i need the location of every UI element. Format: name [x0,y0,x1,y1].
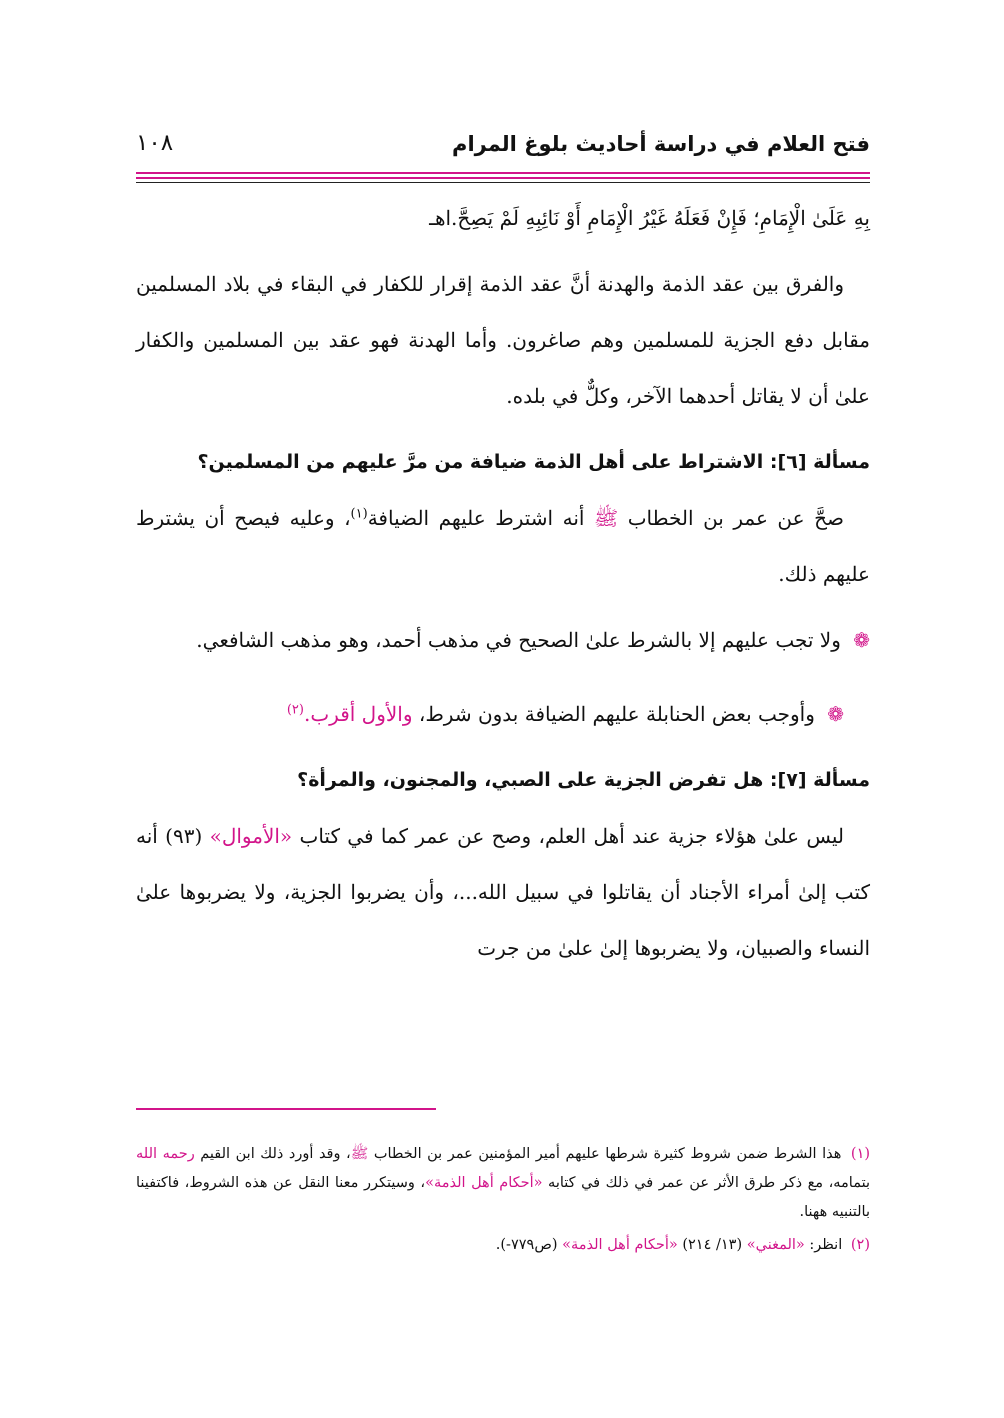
book-title: «أحكام أهل الذمة» [425,1175,543,1191]
footnote-2 [136,1231,870,1260]
book-page [136,0,870,1418]
footnote-1 [136,1140,870,1227]
text-run: صحَّ عن عمر بن الخطاب [627,506,844,530]
paragraph: بِهِ عَلَىٰ الْإِمَامِ؛ فَإِنْ فَعَلَهُ غَيْرُ الْإِمَامِ أَوْ نَائِبِهِ لَمْ يَصِحَّ.اهـ [429,206,870,230]
main-text [136,190,870,976]
flower-bullet-icon: ❁ [827,702,844,726]
text-run: ولا تجب عليهم إلا بالشرط علىٰ الصحيح في مذهب أحمد، وهو مذهب الشافعي. [196,628,841,652]
bullet-paragraph [136,612,870,668]
book-title: «الأموال» [209,824,293,848]
text-run: ، وسيتكرر معنا النقل عن هذه الشروط، فاكتفينا بالتنبيه ههنا. [136,1175,870,1220]
issue-label: مسألة [٦]: [769,451,870,473]
issue-7-heading [136,760,870,800]
text-run: ، وقد أورد ذلك ابن القيم [200,1146,351,1162]
paragraph [136,808,870,976]
highlighted-text: والأول أقرب. [303,702,413,726]
text-run: ليس علىٰ هؤلاء جزية عند أهل العلم، وصح عن عمر كما في كتاب [299,824,845,848]
paragraph: والفرق بين عقد الذمة والهدنة أنَّ عقد الذمة إقرار للكفار في البقاء في بلاد المسلمين مقابل دفع الجزية للمسلمين وهم صاغرون. وأما الهدنة فهو عقد بين المسلمين والكفار علىٰ أن لا يقاتل أحدهما الآخر، وكلٌّ في بلده. [136,272,870,408]
footnotes [136,1140,870,1264]
header-rule [136,172,870,174]
paragraph [136,490,870,602]
issue-6-heading [136,442,870,482]
running-header [136,128,870,172]
book-title: «أحكام أهل الذمة» [562,1237,678,1253]
text-run: ، وعليه فيصح أن يشترط عليهم ذلك. [136,506,870,586]
flower-bullet-icon: ❁ [853,628,870,652]
text-run: (ص٧٧٩-). [495,1237,558,1253]
honorific-glyph: رحمه الله [136,1146,195,1162]
footnote-number: (١) [850,1146,871,1162]
text-run: أنه اشترط عليهم الضيافة [367,506,585,530]
text-run: (١٣/ ٢١٤) [682,1237,743,1253]
bullet-paragraph [136,686,870,742]
issue-title: هل تفرض الجزية على الصبي، والمجنون، والمرأة؟ [297,769,764,791]
footnote-number: (٢) [850,1237,870,1253]
footnote-ref[interactable]: (١) [350,506,368,522]
header-rule [136,182,870,183]
footnote-separator [136,1108,436,1110]
honorific-glyph: ﷺ [350,1146,369,1162]
issue-title: الاشتراط على أهل الذمة ضيافة من مرَّ عليهم من المسلمين؟ [197,451,764,473]
text-run: وأوجب بعض الحنابلة عليهم الضيافة بدون شرط، [418,702,815,726]
text-run: (٩٣) أنه كتب إلىٰ أمراء الأجناد أن يقاتلوا في سبيل الله...، وأن يضربوا الجزية، ولا يضربوها علىٰ النساء والصبيان، ولا يضربوها إلىٰ علىٰ من جرت [136,824,870,960]
page-number: ١٠٨ [136,130,174,156]
header-rule [136,177,870,179]
text-run: انظر: [809,1237,843,1253]
footnote-ref[interactable]: (٢) [286,702,304,718]
header-title: فتح العلام في دراسة أحاديث بلوغ المرام [452,132,870,156]
book-title: «المغني» [746,1237,805,1253]
text-run: هذا الشرط ضمن شروط كثيرة شرطها عليهم أمير المؤمنين عمر بن الخطاب [373,1146,842,1162]
text-run: بتمامه، مع ذكر طرق الأثر عن عمر في ذلك في كتابه [548,1175,871,1191]
honorific-glyph: ﷺ [594,506,619,530]
issue-label: مسألة [٧]: [769,769,870,791]
